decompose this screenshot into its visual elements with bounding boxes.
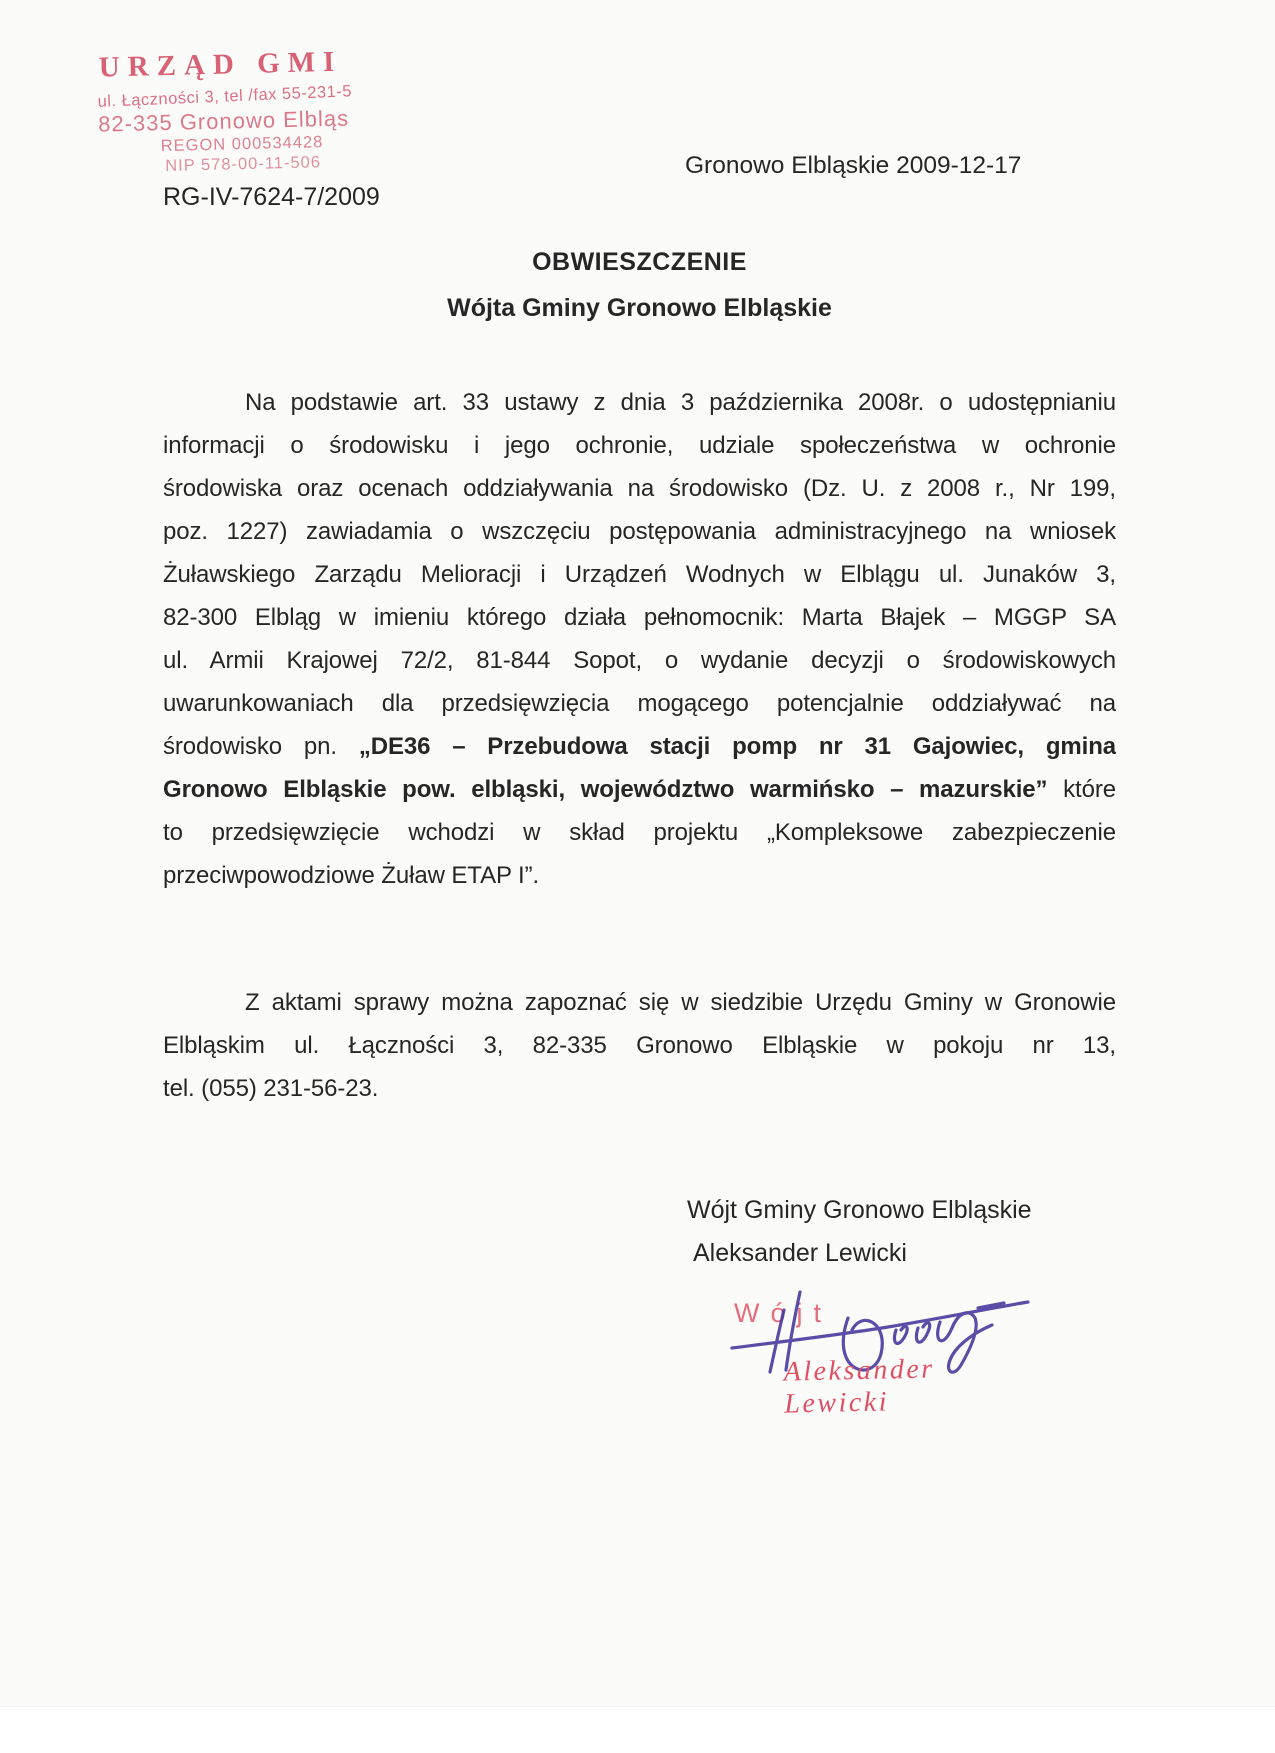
- text-line: Z aktami sprawy można zapoznać się w siedzibie Urzędu Gminy w Gronowie: [245, 989, 1116, 1016]
- text-line: Na podstawie art. 33 ustawy z dnia 3 października 2008r. o udostępnianiu: [245, 389, 1116, 416]
- signature-stamp-name: Aleksander Lewicki: [783, 1353, 935, 1420]
- paragraph-case-files-info: [163, 981, 1116, 1110]
- text-line: informacji o środowisku i jego ochronie, udziale społeczeństwa w ochronie: [163, 432, 1116, 459]
- text-line: środowisko pn. „DE36 – Przebudowa stacji pomp nr 31 Gajowiec, gmina: [163, 733, 1116, 760]
- scan-bottom-edge: [0, 1706, 1275, 1753]
- document-subtitle: Wójta Gminy Gronowo Elbląskie: [447, 294, 832, 322]
- stamp-nip: NIP 578-00-11-506: [164, 153, 322, 176]
- signature-role-line: Wójt Gminy Gronowo Elbląskie: [687, 1196, 1032, 1224]
- text-line: 82-300 Elbląg w imieniu którego działa pełnomocnik: Marta Błajek – MGGP SA: [163, 604, 1116, 631]
- text-line: środowiska oraz ocenach oddziaływania na środowisko (Dz. U. z 2008 r., Nr 199,: [163, 475, 1116, 502]
- text-line: przeciwpowodziowe Żuław ETAP I”.: [163, 862, 540, 889]
- text-line: Żuławskiego Zarządu Melioracji i Urządzeń Wodnych w Elblągu ul. Junaków 3,: [163, 561, 1116, 588]
- document-title: OBWIESZCZENIE: [532, 248, 747, 276]
- place-and-date: Gronowo Elbląskie 2009-12-17: [685, 152, 1022, 179]
- stamp-office-name: URZĄD GMI: [98, 45, 343, 84]
- stamp-regon: REGON 000534428: [160, 133, 324, 156]
- text-line: Gronowo Elbląskie pow. elbląski, województwo warmińsko – mazurskie” które: [163, 776, 1116, 803]
- stamp-address-line: ul. Łączności 3, tel /fax 55-231-5: [97, 82, 353, 111]
- text-line: ul. Armii Krajowej 72/2, 81-844 Sopot, o wydanie decyzji o środowiskowych: [163, 647, 1116, 674]
- title-block: [163, 248, 1116, 323]
- reference-number: RG-IV-7624-7/2009: [163, 183, 380, 211]
- signature-area: [728, 1278, 1038, 1420]
- text-line: poz. 1227) zawiadamia o wszczęciu postępowania administracyjnego na wniosek: [163, 518, 1116, 545]
- text-line: to przedsięwzięcie wchodzi w skład projektu „Kompleksowe zabezpieczenie: [163, 819, 1116, 846]
- signature-name-line: Aleksander Lewicki: [693, 1239, 907, 1267]
- text-line: tel. (055) 231-56-23.: [163, 1075, 379, 1102]
- paragraph-announcement: [163, 381, 1116, 897]
- text-line: uwarunkowaniach dla przedsięwzięcia mogącego potencjalnie oddziaływać na: [163, 690, 1116, 717]
- office-stamp: [96, 44, 399, 186]
- stamp-city-line: 82-335 Gronowo Elbląs: [97, 105, 350, 137]
- signature-stamp-role: Wójt: [734, 1298, 832, 1328]
- text-line: Elbląskim ul. Łączności 3, 82-335 Gronowo Elbląskie w pokoju nr 13,: [163, 1032, 1116, 1059]
